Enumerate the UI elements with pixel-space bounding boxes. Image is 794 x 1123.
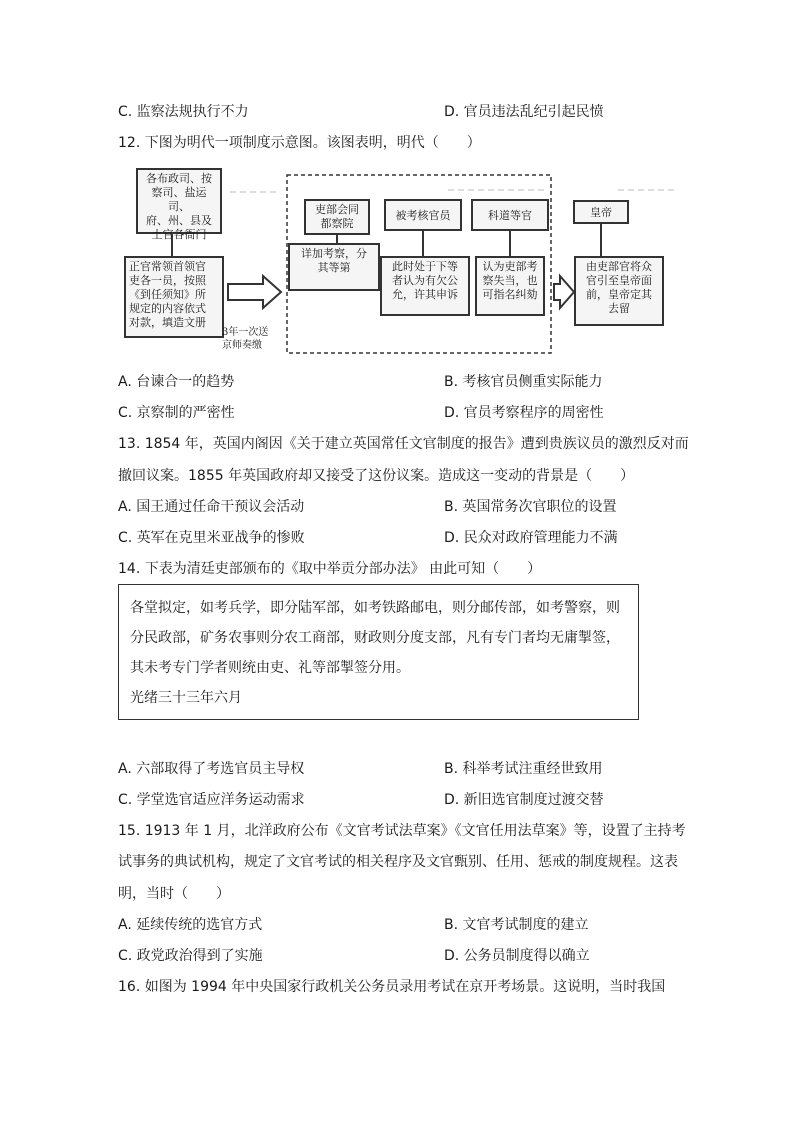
q15-stem-line-1: 15. 1913 年 1 月，北洋政府公布《文官考试法草案》《文官任用法草案》等，设置了主持考 <box>118 823 686 839</box>
q14-stem: 14. 下表为清廷吏部颁布的《取中举贡分部办法》 由此可知（ ） <box>118 561 542 577</box>
q11-option-c: C. 监察法规执行不力 <box>118 104 249 120</box>
q14-option-b: B. 科举考试注重经世致用 <box>444 761 603 777</box>
q13-option-d: D. 民众对政府管理能力不满 <box>444 530 618 546</box>
q14-quote-line-3: 其未考专门学者则统由吏、礼等部掣签分用。 <box>130 660 410 676</box>
box-impeach: 认为吏部考 察失当，也 可指名纠劾 <box>475 256 545 316</box>
q13-stem-line-1: 13. 1854 年，英国内阁因《关于建立英国常任文官制度的报告》遭到贵族议员的激烈反对而 <box>118 436 689 452</box>
q14-option-c: C. 学堂选官适应洋务运动需求 <box>118 792 305 808</box>
box-emperor-decides: 由吏部官将众 官引至皇帝面 前，皇帝定其 去留 <box>574 256 664 326</box>
q12-option-b: B. 考核官员侧重实际能力 <box>444 374 603 390</box>
box-detailed-review: 详加考察，分 其等第 <box>288 243 380 291</box>
box-ministry-censorate: 吏部会同 都察院 <box>304 199 370 235</box>
box-assessed-officials: 被考核官员 <box>384 199 462 231</box>
note-three-years: 3年一次送 京师奏缴 <box>222 327 269 351</box>
q12-option-c: C. 京察制的严密性 <box>118 405 235 421</box>
q15-stem-line-2: 试事务的典试机构，规定了文官考试的相关程序及文官甄别、任用、惩戒的制度规程。这表 <box>118 854 678 870</box>
q11-option-d: D. 官员违法乱纪引起民愤 <box>444 104 604 120</box>
q15-option-a: A. 延续传统的选官方式 <box>118 917 263 933</box>
box-local-offices: 各布政司、按 察司、盐运司、 府、州、县及 土官各衙门 <box>136 168 222 234</box>
q14-quote-line-1: 各堂拟定，如考兵学，即分陆军部，如考铁路邮电，则分邮传部，如考警察，则 <box>130 600 620 616</box>
q15-option-d: D. 公务员制度得以确立 <box>444 948 590 964</box>
q12-stem: 12. 下图为明代一项制度示意图。该图表明，明代（ ） <box>118 135 481 151</box>
q14-option-d: D. 新旧选官制度过渡交替 <box>444 792 604 808</box>
q13-option-a: A. 国王通过任命干预议会活动 <box>118 499 305 515</box>
q15-option-c: C. 政党政治得到了实施 <box>118 948 263 964</box>
box-officials-report: 正官常领首领官 吏各一员，按照 《到任须知》所 规定的内容依式 对款，填造文册 <box>124 256 224 338</box>
q13-option-c: C. 英军在克里米亚战争的惨败 <box>118 530 305 546</box>
box-appeal: 此时处于下等 者认为有欠公 允，许其申诉 <box>380 256 470 316</box>
q12-diagram <box>118 168 678 358</box>
q13-stem-line-2: 撤回议案。1855 年英国政府却又接受了这份议案。造成这一变动的背景是（ ） <box>118 468 635 484</box>
q15-option-b: B. 文官考试制度的建立 <box>444 917 589 933</box>
q12-option-a: A. 台谏合一的趋势 <box>118 374 235 390</box>
q14-quote-box <box>118 584 639 720</box>
q14-option-a: A. 六部取得了考选官员主导权 <box>118 761 305 777</box>
box-emperor: 皇帝 <box>573 200 629 224</box>
q14-quote-date: 光绪三十三年六月 <box>130 690 242 706</box>
q15-stem-line-3: 明，当时（ ） <box>118 886 230 902</box>
q14-quote-line-2: 分民政部，矿务农事则分农工商部，财政则分度支部，凡有专门者均无庸掣签， <box>130 630 620 646</box>
box-remonstrance-officials: 科道等官 <box>471 199 549 231</box>
q16-stem: 16. 如图为 1994 年中央国家行政机关公务员录用考试在京开考场景。这说明，当时我国 <box>118 979 666 995</box>
q12-option-d: D. 官员考察程序的周密性 <box>444 405 604 421</box>
q13-option-b: B. 英国常务次官职位的设置 <box>444 499 617 515</box>
